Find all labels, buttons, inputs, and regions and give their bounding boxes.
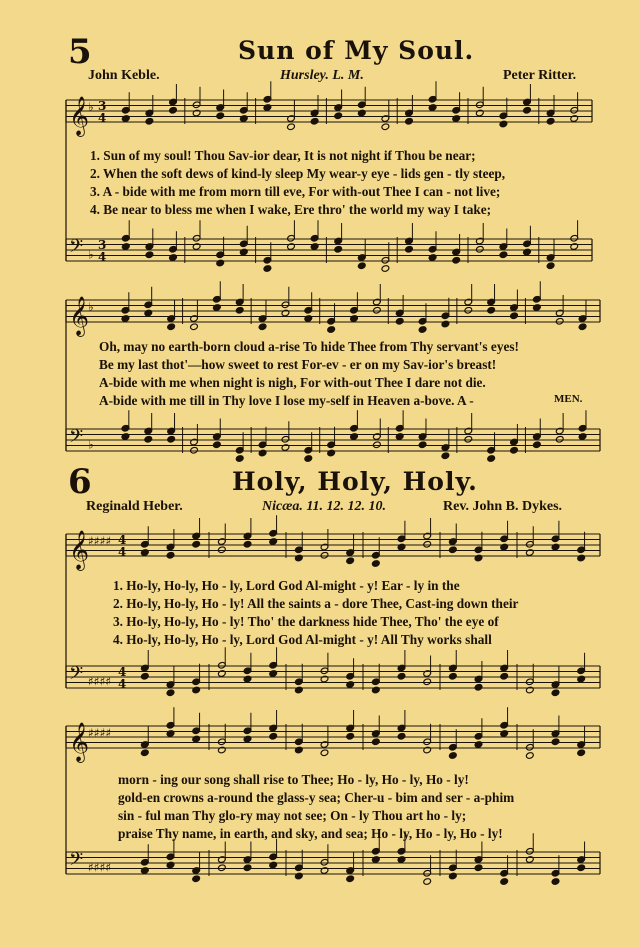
note-head [216, 259, 225, 267]
note-head [510, 312, 519, 320]
note-head [423, 746, 432, 754]
note-head [452, 115, 461, 123]
key-signature: ♯♯♯♯ [88, 860, 112, 875]
note-head [320, 551, 329, 559]
note-head [357, 109, 366, 117]
note-head [577, 749, 586, 757]
note-head [418, 326, 427, 334]
note-head [397, 732, 406, 740]
key-signature: ♯♯♯♯ [88, 726, 112, 740]
note-head [192, 540, 201, 548]
note-head [570, 115, 579, 123]
note-head [213, 304, 222, 312]
note-head [218, 864, 227, 872]
note-head [295, 554, 304, 562]
note-head [372, 856, 381, 864]
note-head [145, 117, 154, 125]
verse-line: Be my last thot'—how sweet to rest For-ev - er on my Sav-ior's breast! [99, 357, 497, 372]
note-head [577, 554, 586, 562]
note-head [281, 444, 290, 452]
note-head [287, 243, 296, 251]
note-head [258, 449, 267, 457]
note-head [423, 678, 432, 686]
note-head [192, 243, 201, 251]
note-head [449, 546, 458, 554]
hymn-author: Reginald Heber. [86, 499, 183, 514]
note-head [533, 304, 542, 312]
note-head [269, 732, 278, 740]
key-signature: ♯♯♯♯ [88, 674, 112, 689]
time-signature: 4 [118, 665, 127, 679]
amen-label: MEN. [554, 393, 583, 405]
time-signature: 4 [98, 250, 107, 264]
note-head [327, 326, 336, 334]
note-head [546, 117, 555, 125]
hymn-title: Holy, Holy, Holy. [232, 467, 478, 496]
bass-clef: 𝄢 [69, 663, 84, 689]
note-head [304, 455, 313, 463]
note-head [141, 749, 150, 757]
note-head [327, 449, 336, 457]
verse-line: 1. Sun of my soul! Thou Sav-ior dear, It is not night if Thou be near; [90, 148, 476, 163]
note-head [499, 251, 508, 259]
treble-clef: 𝄞 [69, 96, 90, 136]
note-head [357, 262, 366, 270]
note-head [449, 872, 458, 880]
note-head [474, 683, 483, 691]
note-head [523, 106, 532, 114]
hymn-number: 5 [68, 32, 92, 72]
note-head [423, 540, 432, 548]
note-head [169, 106, 178, 114]
hymn-composer: Peter Ritter. [503, 68, 577, 83]
note-head [350, 433, 359, 441]
note-head [141, 672, 150, 680]
note-head [428, 104, 437, 112]
note-head [243, 675, 252, 683]
key-signature: ♭ [88, 300, 94, 314]
note-head [295, 746, 304, 754]
time-signature: 4 [98, 111, 107, 125]
note-head [334, 112, 343, 120]
note-head [526, 856, 535, 864]
note-head [441, 320, 450, 328]
note-head [213, 441, 222, 449]
note-head [578, 323, 587, 331]
note-head [190, 446, 199, 454]
note-head [218, 746, 227, 754]
note-head [346, 681, 355, 689]
note-head [449, 672, 458, 680]
hymn-tune: Hursley. L. M. [280, 68, 364, 83]
note-head [372, 560, 381, 568]
note-head [405, 245, 414, 253]
note-head [121, 243, 130, 251]
note-head [269, 538, 278, 546]
verse-line: sin - ful man Thy glo-ry may not see; On - ly Thou art ho - ly; [118, 808, 467, 823]
note-head [551, 689, 560, 697]
note-head [304, 315, 313, 323]
note-head [263, 265, 272, 273]
verse-line: 1. Ho-ly, Ho-ly, Ho - ly, Lord God Al-might - y! Ear - ly in the [113, 578, 460, 593]
note-head [449, 752, 458, 760]
note-head [441, 452, 450, 460]
verse-line: morn - ing our song shall rise to Thee; Ho - ly, Ho - ly, Ho - ly! [118, 772, 469, 787]
note-head [295, 872, 304, 880]
note-head [499, 120, 508, 128]
note-head [218, 546, 227, 554]
note-head [320, 749, 329, 757]
verse-line: 4. Be near to bless me when I wake, Ere thro' the world my way I take; [90, 202, 492, 217]
note-head [546, 262, 555, 270]
note-head [526, 686, 535, 694]
note-head [258, 323, 267, 331]
verse-line: 2. Ho-ly, Ho-ly, Ho - ly! All the saints a - dore Thee, Cast-ing down their [113, 596, 519, 611]
note-head [166, 861, 175, 869]
note-head [243, 735, 252, 743]
time-signature: 4 [118, 533, 127, 547]
verse-line: A-bide with me till in Thy love I lose my-self in Heaven a-bove. A - [99, 393, 474, 408]
note-head [320, 867, 329, 875]
note-head [295, 686, 304, 694]
note-head [397, 543, 406, 551]
note-head [287, 123, 296, 131]
note-head [510, 446, 519, 454]
verse-line: praise Thy name, in earth, and sky, and sea; Ho - ly, Ho - ly, Ho - ly! [118, 826, 503, 841]
note-head [555, 317, 564, 325]
note-head [397, 856, 406, 864]
note-head [141, 549, 150, 557]
note-head [121, 315, 130, 323]
note-head [551, 738, 560, 746]
note-head [523, 248, 532, 256]
note-head [487, 455, 496, 463]
note-head [464, 306, 473, 314]
note-head [526, 752, 535, 760]
note-head [405, 117, 414, 125]
bass-clef: 𝄢 [69, 236, 84, 262]
verse-line: 4. Ho-ly, Ho-ly, Ho - ly, Lord God Al-might - y! All Thy works shall [113, 632, 492, 647]
verse-line: 3. Ho-ly, Ho-ly, Ho - ly! Tho' the darkness hide Thee, Tho' the eye of [113, 614, 499, 629]
note-head [144, 435, 153, 443]
time-signature: 4 [118, 677, 127, 691]
note-head [500, 730, 509, 738]
treble-clef: 𝄞 [69, 722, 90, 762]
note-head [428, 254, 437, 262]
note-head [346, 875, 355, 883]
note-head [500, 878, 509, 886]
verse-line: A-bide with me when night is nigh, For with-out Thee I dare not die. [99, 375, 486, 390]
note-head [144, 309, 153, 317]
time-signature: 4 [118, 545, 127, 559]
verse-line: 3. A - bide with me from morn till eve, For with-out Thee I can - not live; [90, 184, 501, 199]
note-head [166, 730, 175, 738]
note-head [269, 670, 278, 678]
note-head [166, 551, 175, 559]
hymn-number: 6 [68, 462, 92, 502]
note-head [239, 115, 248, 123]
note-head [577, 864, 586, 872]
verse-line: gold-en crowns a-round the glass-y sea; Cher-u - bim and ser - a-phim [118, 790, 515, 805]
note-head [423, 878, 432, 886]
note-head [346, 732, 355, 740]
note-head [372, 686, 381, 694]
note-head [464, 435, 473, 443]
note-head [190, 323, 199, 331]
note-head [474, 741, 483, 749]
note-head [526, 549, 535, 557]
note-head [577, 675, 586, 683]
note-head [395, 317, 404, 325]
note-head [121, 115, 130, 123]
note-head [141, 867, 150, 875]
treble-clef: 𝄞 [69, 296, 90, 336]
verse-line: 2. When the soft dews of kind-ly sleep My wear-y eye - lids gen - tly steep, [90, 166, 506, 181]
hymn-tune: Nicæa. 11. 12. 12. 10. [262, 499, 387, 514]
note-head [381, 123, 390, 131]
bass-clef: 𝄢 [69, 426, 84, 452]
note-head [487, 306, 496, 314]
note-head [243, 864, 252, 872]
note-head [169, 254, 178, 262]
note-head [381, 265, 390, 273]
note-head [192, 735, 201, 743]
note-head [281, 309, 290, 317]
note-head [551, 878, 560, 886]
note-head [474, 864, 483, 872]
note-head [452, 256, 461, 264]
note-head [216, 112, 225, 120]
note-head [269, 861, 278, 869]
key-signature: ♭ [88, 100, 94, 114]
note-head [475, 245, 484, 253]
note-head [533, 441, 542, 449]
note-head [239, 248, 248, 256]
note-head [192, 875, 201, 883]
note-head [334, 245, 343, 253]
treble-clef: 𝄞 [69, 530, 90, 570]
note-head [192, 109, 201, 117]
note-head [418, 441, 427, 449]
note-head [310, 243, 319, 251]
note-head [263, 104, 272, 112]
note-head [167, 323, 176, 331]
hymn-composer: Rev. John B. Dykes. [443, 499, 563, 514]
note-head [243, 540, 252, 548]
hymn-author: John Keble. [88, 68, 160, 83]
note-head [235, 455, 244, 463]
time-signature: 3 [98, 99, 107, 113]
note-head [397, 672, 406, 680]
note-head [218, 670, 227, 678]
key-signature: ♭ [88, 437, 94, 452]
time-signature: 3 [98, 238, 107, 252]
note-head [500, 543, 509, 551]
note-head [474, 554, 483, 562]
key-signature: ♯♯♯♯ [88, 534, 112, 548]
note-head [192, 686, 201, 694]
key-signature: ♭ [88, 247, 94, 262]
note-head [166, 689, 175, 697]
note-head [500, 672, 509, 680]
note-head [475, 109, 484, 117]
note-head [121, 433, 130, 441]
verse-line: Oh, may no earth-born cloud a-rise To hide Thee from Thy servant's eyes! [99, 339, 519, 354]
note-head [551, 543, 560, 551]
note-head [373, 306, 382, 314]
note-head [350, 315, 359, 323]
note-head [310, 117, 319, 125]
note-head [320, 675, 329, 683]
note-head [145, 251, 154, 259]
note-head [555, 435, 564, 443]
hymn-title: Sun of My Soul. [238, 36, 475, 65]
note-head [372, 738, 381, 746]
note-head [346, 557, 355, 565]
note-head [395, 433, 404, 441]
note-head [373, 441, 382, 449]
note-head [167, 435, 176, 443]
note-head [570, 243, 579, 251]
note-head [578, 433, 587, 441]
bass-clef: 𝄢 [69, 849, 84, 875]
note-head [235, 306, 244, 314]
